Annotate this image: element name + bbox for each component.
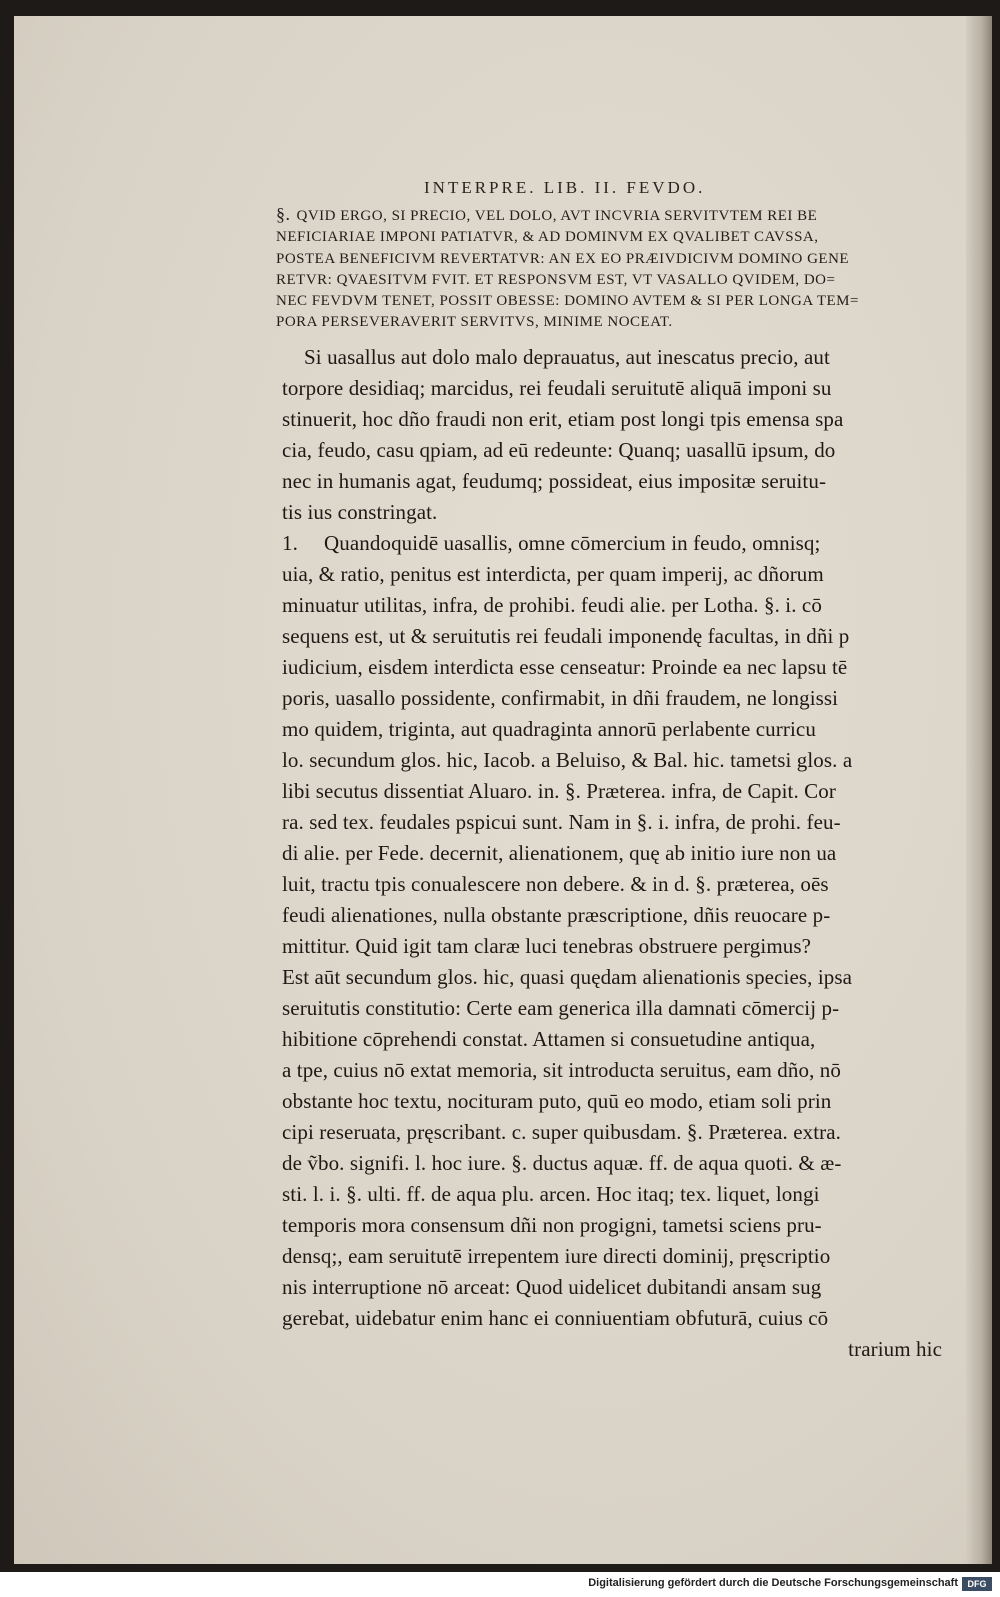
text-line [282, 435, 952, 466]
text-line-content: seruitutis constitutio: Certe eam generica illa damnati cōmercij p- [282, 996, 840, 1020]
summary-line [276, 291, 952, 312]
text-line [282, 869, 952, 900]
summary-line-text: POSTEA BENEFICIVM REVERTATVR: AN EX EO PRÆIVDICIVM DOMINO GENE [276, 250, 850, 267]
commentary-text [282, 342, 952, 1365]
text-line [282, 621, 952, 652]
text-line-content: luit, tractu tpis conualescere non debere. & in d. §. præterea, oēs [282, 872, 829, 896]
summary-line [276, 204, 952, 227]
text-line [282, 1086, 952, 1117]
text-line [282, 1272, 952, 1303]
text-line [282, 1055, 952, 1086]
text-line-content: iudicium, eisdem interdicta esse censeatur: Proinde ea nec lapsu tē [282, 655, 848, 679]
text-line-content: lo. secundum glos. hic, Iacob. a Beluiso, & Bal. hic. tametsi glos. a [282, 748, 853, 772]
text-line [282, 683, 952, 714]
text-line [282, 528, 952, 559]
paragraph-number: 1. [282, 531, 298, 555]
text-line-content: gerebat, uidebatur enim hanc ei conniuentiam obfuturā, cuius cō [282, 1306, 829, 1330]
text-line-content: Est aūt secundum glos. hic, quasi quędam alienationis species, ipsa [282, 965, 853, 989]
text-line-content: libi secutus dissentiat Aluaro. in. §. Præterea. infra, de Capit. Cor [282, 779, 836, 803]
text-line-content: densq;, eam seruitutē irrepentem iure directi dominij, pręscriptio [282, 1244, 831, 1268]
summary-line [276, 227, 952, 248]
funding-credit: Digitalisierung gefördert durch die Deutsche Forschungsgemeinschaft [588, 1577, 958, 1589]
text-line [282, 745, 952, 776]
text-line [282, 1334, 952, 1365]
section-mark: §. [276, 204, 291, 224]
text-line-content: sequens est, ut & seruitutis rei feudali imponendę facultas, in dñi p [282, 624, 850, 648]
text-line [282, 1210, 952, 1241]
text-line [282, 342, 952, 373]
text-line [282, 497, 952, 528]
text-line-content: cipi reseruata, pręscribant. c. super quibusdam. §. Præterea. extra. [282, 1120, 842, 1144]
text-line-content: di alie. per Fede. decernit, alienationem, quę ab initio iure non ua [282, 841, 837, 865]
text-line [282, 1024, 952, 1055]
text-line [282, 590, 952, 621]
text-line-content: obstante hoc textu, nocituram puto, quū eo modo, etiam soli prin [282, 1089, 832, 1113]
text-line [282, 993, 952, 1024]
section-summary [276, 204, 952, 334]
text-line [282, 1148, 952, 1179]
text-line-content: nis interruptione nō arceat: Quod uidelicet dubitandi ansam sug [282, 1275, 822, 1299]
footer-bar [0, 1572, 1000, 1597]
page-gutter [966, 16, 992, 1564]
text-line-content: trarium hic [848, 1337, 942, 1361]
text-line-content: de ṽbo. signifi. l. hoc iure. §. ductus aquæ. ff. de aqua quoti. & æ- [282, 1151, 842, 1175]
text-line-content: tis ius constringat. [282, 500, 438, 524]
summary-line-text: QVID ERGO, SI PRECIO, VEL DOLO, AVT INCVRIA SERVITVTEM REI BE [296, 208, 818, 224]
text-line [282, 807, 952, 838]
text-line-content: torpore desidiaq; marcidus, rei feudali seruitutē aliquā imponi su [282, 376, 832, 400]
summary-line [276, 270, 952, 291]
text-line [282, 776, 952, 807]
text-line-content: Quandoquidē uasallis, omne cōmercium in feudo, omnisq; [324, 531, 821, 555]
text-line-content: a tpe, cuius nō extat memoria, sit introducta seruitus, eam dño, nō [282, 1058, 841, 1082]
text-line-content: temporis mora consensum dñi non progigni, tametsi sciens pru- [282, 1213, 822, 1237]
text-line-content: hibitione cōprehendi constat. Attamen si consuetudine antiqua, [282, 1027, 816, 1051]
text-line-content: Si uasallus aut dolo malo deprauatus, aut inescatus precio, aut [304, 345, 830, 369]
text-line-content: nec in humanis agat, feudumq; possideat, eius impositæ seruitu- [282, 469, 827, 493]
text-line-content: mo quidem, triginta, aut quadraginta annorū perlabente curricu [282, 717, 816, 741]
text-line [282, 838, 952, 869]
text-line [282, 931, 952, 962]
text-line [282, 559, 952, 590]
text-line [282, 404, 952, 435]
summary-line-text: RETVR: QVAESITVM FVIT. ET RESPONSVM EST, VT VASALLO QVIDEM, DO= [276, 271, 836, 288]
text-line-content: sti. l. i. §. ulti. ff. de aqua plu. arcen. Hoc itaq; tex. liquet, longi [282, 1182, 820, 1206]
summary-line-text: NEFICIARIAE IMPONI PATIATVR, & AD DOMINVM EX QVALIBET CAVSSA, [276, 229, 819, 246]
text-line [282, 466, 952, 497]
running-header: INTERPRE. LIB. II. FEVDO. [424, 178, 706, 197]
text-line-content: minuatur utilitas, infra, de prohibi. feudi alie. per Lotha. §. i. cō [282, 593, 822, 617]
text-line-content: poris, uasallo possidente, confirmabit, in dñi fraudem, ne longissi [282, 686, 839, 710]
text-line-content: feudi alienationes, nulla obstante præscriptione, dñis reuocare p- [282, 903, 831, 927]
text-line [282, 1117, 952, 1148]
text-line-content: uia, & ratio, penitus est interdicta, per quam imperij, ac dñorum [282, 562, 824, 586]
text-line [282, 1303, 952, 1334]
text-line [282, 1241, 952, 1272]
text-line-content: stinuerit, hoc dño fraudi non erit, etiam post longi tpis emensa spa [282, 407, 844, 431]
text-line [282, 1179, 952, 1210]
text-line-content: cia, feudo, casu qpiam, ad eū redeunte: Quanq; uasallū ipsum, do [282, 438, 836, 462]
summary-line-text: PORA PERSEVERAVERIT SERVITVS, MINIME NOCEAT. [276, 314, 673, 331]
text-line [282, 714, 952, 745]
text-line [282, 900, 952, 931]
summary-line [276, 312, 952, 333]
summary-line-text: NEC FEVDVM TENET, POSSIT OBESSE: DOMINO AVTEM & SI PER LONGA TEM= [276, 293, 859, 310]
text-line-content: mittitur. Quid igit tam claræ luci tenebras obstruere pergimus? [282, 934, 812, 958]
text-line-content: ra. sed tex. feudales pspicui sunt. Nam in §. i. infra, de prohi. feu- [282, 810, 841, 834]
text-line [282, 373, 952, 404]
summary-line [276, 249, 952, 270]
text-line [282, 962, 952, 993]
dfg-logo: DFG [962, 1577, 992, 1591]
text-line [282, 652, 952, 683]
